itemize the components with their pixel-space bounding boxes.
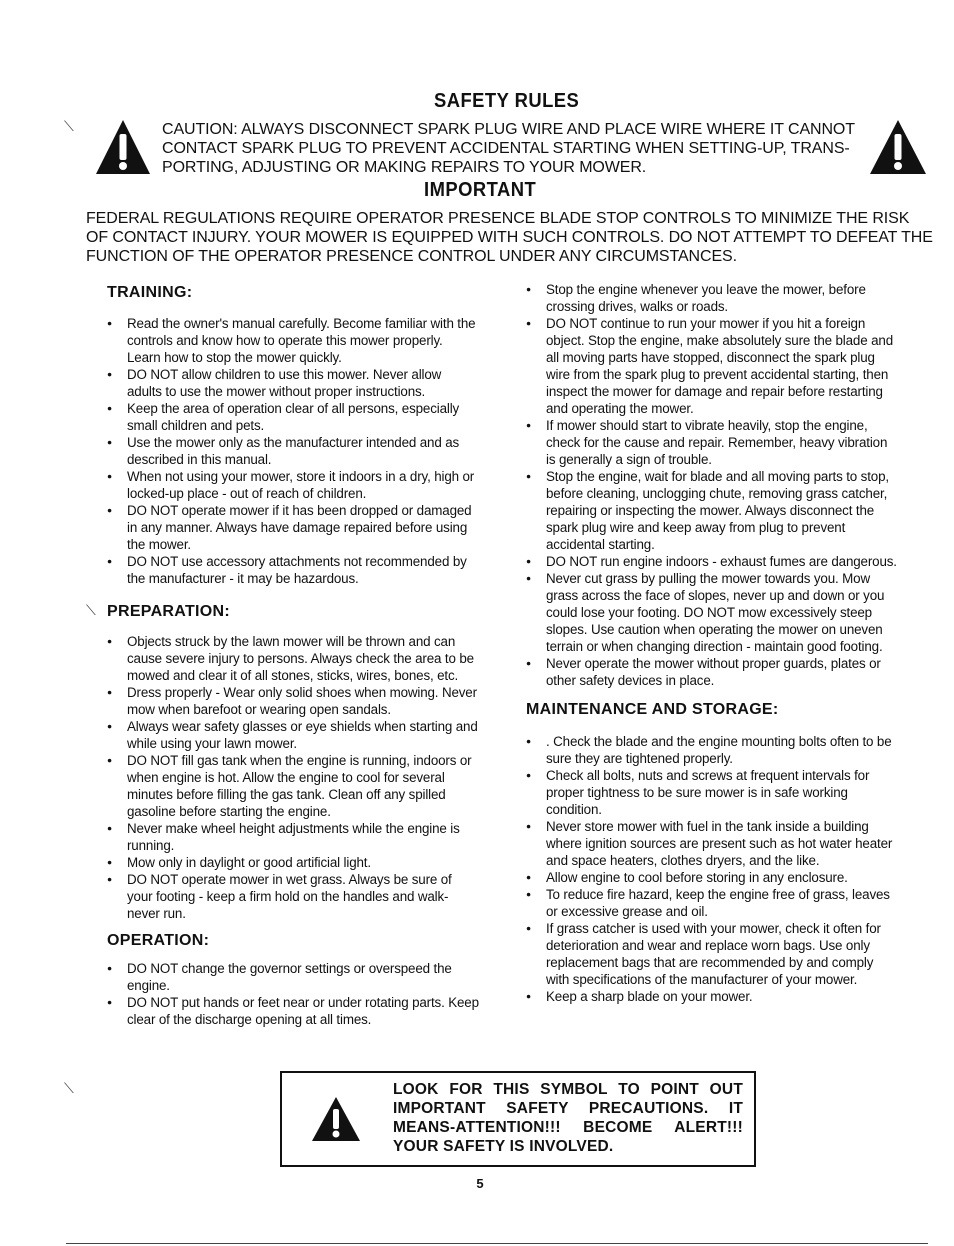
- operation-heading: OPERATION:: [107, 932, 210, 949]
- list-item: ● DO NOT change the governor settings or overspeed the engine.: [107, 960, 479, 994]
- list-item: ● Mow only in daylight or good artificial light.: [107, 854, 479, 871]
- list-item: ● Objects struck by the lawn mower will be thrown and can cause severe injury to persons. Always check the area to be mowed and clear it of all stones, sticks, wires, bones, etc.: [107, 633, 479, 684]
- list-item: ● Keep the area of operation clear of all persons, especially small children and pets.: [107, 400, 479, 434]
- list-item: ● Use the mower only as the manufacturer intended and as described in this manual.: [107, 434, 479, 468]
- list-item: ● If grass catcher is used with your mower, check it often for deterioration and wear and replace worn bags. Use only replacement bags that are recommended by and comply with specifications of the manufacturer of your mower.: [526, 920, 898, 988]
- list-item: ● DO NOT operate mower in wet grass. Always be sure of your footing - keep a firm hold on the handles and walk-never run.: [107, 871, 479, 922]
- safety-symbol-notice-text: LOOK FOR THIS SYMBOL TO POINT OUT IMPORTANT SAFETY PRECAUTIONS. IT MEANS-ATTENTION!!! BECOME ALERT!!! YOUR SAFETY IS INVOLVED.: [393, 1081, 743, 1155]
- list-item: ● Check all bolts, nuts and screws at frequent intervals for proper tightness to be sure mower is in safe working condition.: [526, 767, 898, 818]
- left-column: [107, 284, 479, 1028]
- list-item: ● DO NOT allow children to use this mower. Never allow adults to use the mower without proper instructions.: [107, 366, 479, 400]
- list-item: ● Never store mower with fuel in the tank inside a building where ignition sources are present such as hot water heater and space heaters, clothes dryers, and the like.: [526, 818, 898, 869]
- maintenance-list: [526, 733, 898, 1005]
- warning-triangle-icon: [868, 118, 928, 176]
- bottom-rule: [66, 1243, 928, 1244]
- list-item: ● DO NOT operate mower if it has been dropped or damaged in any manner. Always have damage repaired before using the mower.: [107, 502, 479, 553]
- list-item: ● If mower should start to vibrate heavily, stop the engine, check for the cause and repair. Remember, heavy vibration is generally a sign of trouble.: [526, 417, 898, 468]
- list-item: ● DO NOT run engine indoors - exhaust fumes are dangerous.: [526, 553, 898, 570]
- page-title: SAFETY RULES: [434, 90, 580, 112]
- list-item: ● Allow engine to cool before storing in any enclosure.: [526, 869, 898, 886]
- maintenance-heading: MAINTENANCE AND STORAGE:: [526, 701, 779, 718]
- warning-triangle-icon: [310, 1095, 362, 1143]
- list-item: ● Always wear safety glasses or eye shields when starting and while using your lawn mower.: [107, 718, 479, 752]
- list-item: ● DO NOT put hands or feet near or under rotating parts. Keep clear of the discharge opening at all times.: [107, 994, 479, 1028]
- list-item: ● To reduce fire hazard, keep the engine free of grass, leaves or excessive grease and oil.: [526, 886, 898, 920]
- list-item: ● Dress properly - Wear only solid shoes when mowing. Never mow when barefoot or wearing open sandals.: [107, 684, 479, 718]
- warning-triangle-icon: [94, 118, 152, 176]
- list-item: ● DO NOT continue to run your mower if you hit a foreign object. Stop the engine, make absolutely sure the blade and all moving parts have stopped, disconnect the spark plug wire from the spark plug to prevent accidental starting, then inspect the mower for damage and repair before restarting and operating the mower.: [526, 315, 898, 417]
- list-item: ● Never cut grass by pulling the mower towards you. Mow grass across the face of slopes, never up and down or you could lose your footing. DO NOT mow excessively steep slopes. Use caution when operating the mower on uneven terrain or when changing direction - maintain good footing.: [526, 570, 898, 655]
- operation-continued-list: [526, 281, 898, 689]
- margin-mark: ⟍: [64, 1080, 74, 1096]
- margin-mark: ⟍: [64, 118, 74, 134]
- list-item: ● Never make wheel height adjustments while the engine is running.: [107, 820, 479, 854]
- list-item: ● Keep a sharp blade on your mower.: [526, 988, 898, 1005]
- caution-text: CAUTION: ALWAYS DISCONNECT SPARK PLUG WIRE AND PLACE WIRE WHERE IT CANNOT CONTACT SPARK PLUG TO PREVENT ACCIDENTAL STARTING WHEN SETTING-UP, TRANS-PORTING, ADJUSTING OR MAKING REPAIRS TO YOUR MOWER.: [162, 121, 855, 176]
- margin-mark: ⟍: [86, 602, 96, 618]
- list-item: ● Stop the engine whenever you leave the mower, before crossing drives, walks or roads.: [526, 281, 898, 315]
- operation-list: [107, 960, 479, 1028]
- training-list: [107, 315, 479, 587]
- federal-regulations-text: FEDERAL REGULATIONS REQUIRE OPERATOR PRESENCE BLADE STOP CONTROLS TO MINIMIZE THE RISK OF CONTACT INJURY. YOUR MOWER IS EQUIPPED WITH SUCH CONTROLS. DO NOT ATTEMPT TO DEFEAT THE FUNCTION OF THE OPERATOR PRESENCE CONTROL UNDER ANY CIRCUMSTANCES.: [86, 210, 933, 265]
- training-heading: TRAINING:: [107, 284, 193, 301]
- list-item: ● DO NOT use accessory attachments not recommended by the manufacturer - it may be hazardous.: [107, 553, 479, 587]
- list-item: ● Read the owner's manual carefully. Become familiar with the controls and know how to operate this mower properly. Learn how to stop the mower quickly.: [107, 315, 479, 366]
- preparation-list: [107, 633, 479, 922]
- list-item: ● . Check the blade and the engine mounting bolts often to be sure they are tightened properly.: [526, 733, 898, 767]
- list-item: ● Stop the engine, wait for blade and all moving parts to stop, before cleaning, unclogging chute, removing grass catcher, repairing or inspecting the mower. Always disconnect the spark plug wire and keep away from plug to prevent accidental starting.: [526, 468, 898, 553]
- page-number: 5: [476, 1176, 484, 1191]
- list-item: ● DO NOT fill gas tank when the engine is running, indoors or when engine is hot. Allow the engine to cool for several minutes before filling the gas tank. Clean off any spilled gasoline before starting the engine.: [107, 752, 479, 820]
- preparation-heading: PREPARATION:: [107, 603, 231, 620]
- important-heading: IMPORTANT: [424, 179, 537, 201]
- list-item: ● When not using your mower, store it indoors in a dry, high or locked-up place - out of reach of children.: [107, 468, 479, 502]
- right-column: [526, 281, 898, 1005]
- list-item: ● Never operate the mower without proper guards, plates or other safety devices in place.: [526, 655, 898, 689]
